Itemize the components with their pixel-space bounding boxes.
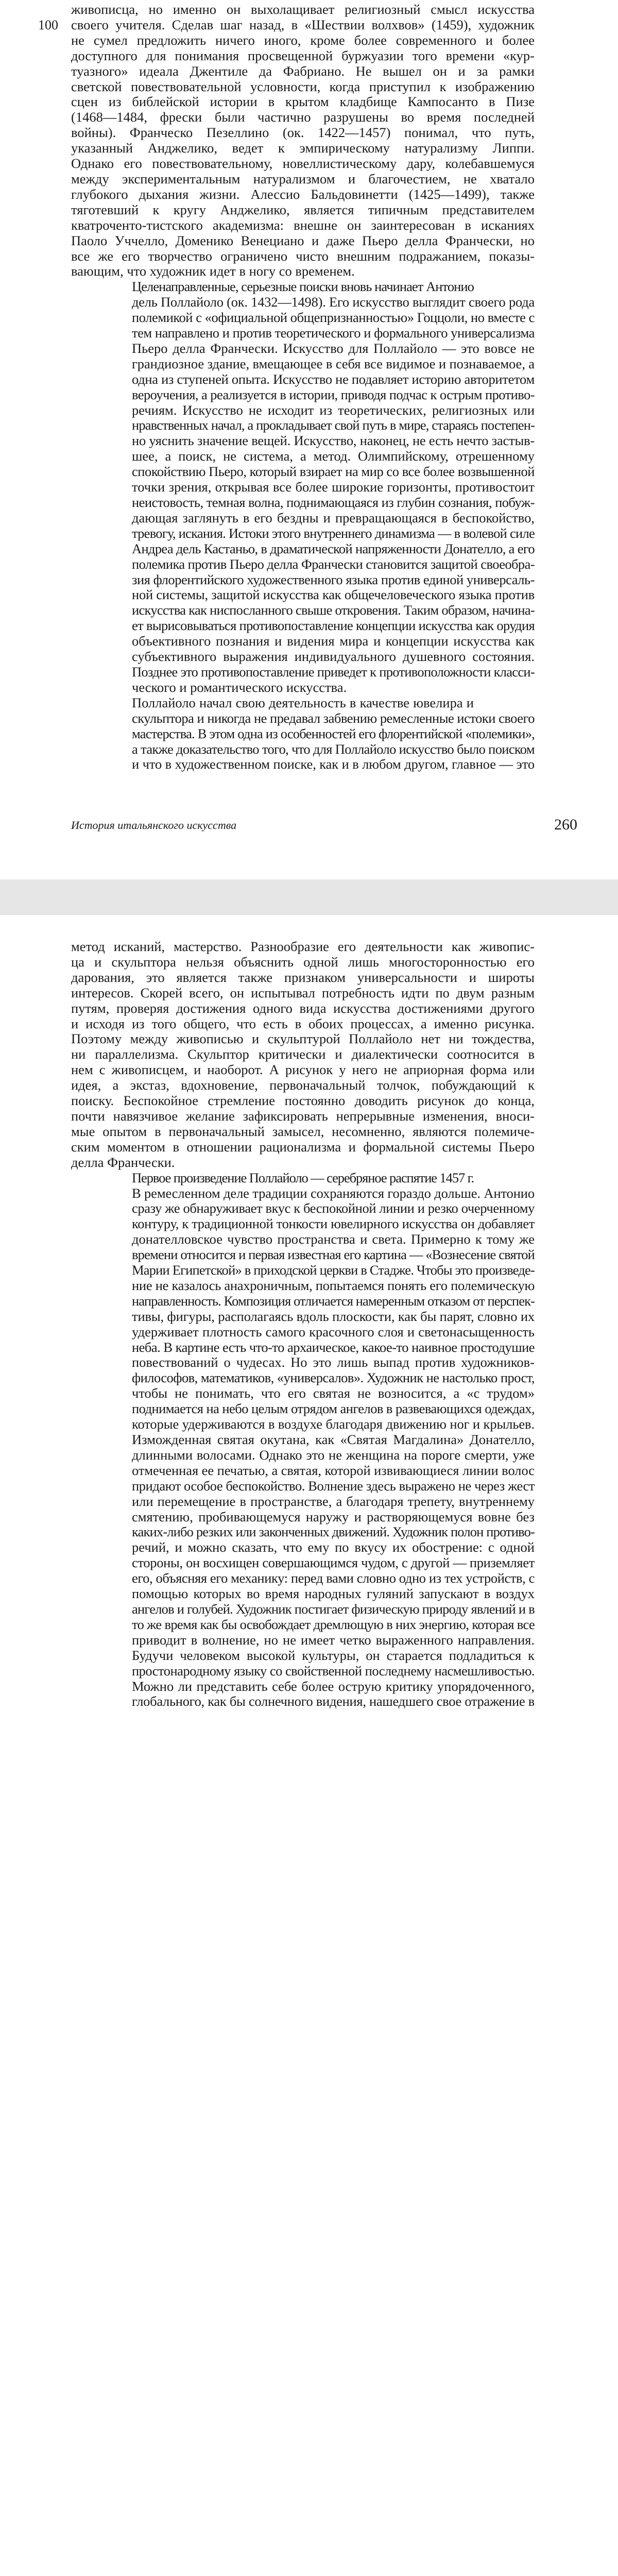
text-line: каких-либо резких или законченных движений. Художник полон противо- [132, 1524, 535, 1540]
text-line: полемикой с «официальной общепризнанностью» Гоццоли, но вместе с [132, 310, 535, 326]
text-line: спокойствию Пьеро, который взирает на мир со все более возвышенной [132, 464, 535, 480]
text-line: зия флорентийского художественного языка против единой универсаль- [132, 571, 535, 587]
text-line: или перемещение в пространстве, а благодаря трепету, внутреннему [132, 1493, 535, 1509]
text-line: Целенаправленные, серьезные поиски вновь начинает Антонио [132, 279, 474, 295]
text-line: речий, и можно сказать, что ему по вкусу их обострение: с одной [132, 1539, 535, 1555]
text-line: но уяснить значение вещей. Искусство, наконец, не есть нечто застыв- [132, 433, 535, 449]
text-line: то же время как бы освобождает дремлющую в них энергию, которая все [132, 1616, 535, 1632]
text-line: глубокого дыхания жизни. Алессио Бальдовинетти (1425—1499), также [71, 186, 535, 202]
text-line: указанный Анджелико, ведет к эмпирическому натурализму Липпи. [71, 140, 535, 156]
text-line: ет вырисовываться противопоставление концепции искусства как орудия [132, 618, 535, 634]
text-line: точки зрения, открывая все более широкие горизонты, противостоит [132, 479, 535, 495]
text-line: неба. В картине есть что-то архаическое, какое-то наивное простодушие [132, 1339, 535, 1355]
text-line: Марии Египетской» в приходской церкви в Стадже. Чтобы это произведе- [132, 1262, 535, 1278]
text-line: неистовость, темная волна, поднимающаяся из глубин сознания, побуж- [132, 495, 535, 510]
text-line: войны). Франческо Пезеллино (ок. 1422—1457) понимал, что путь, [71, 125, 535, 141]
text-line: своего учителя. Сделав шаг назад, в «Шествии волхвов» (1459), художник [71, 16, 535, 32]
text-line: донателловское чувство пространства и света. Примерно к тому же [132, 1231, 535, 1247]
text-line: удерживает плотность самого красочного слоя и светонасыщенность [132, 1324, 535, 1340]
text-line: светской повествовательной условности, когда приступил к изображению [71, 78, 535, 94]
text-line: не сумел предложить ничего иного, кроме более современного и более [71, 32, 535, 48]
text-line: сразу же обнаруживает вкус к беспокойной линии и резко очерченному [132, 1200, 535, 1216]
text-line: Первое произведение Поллайоло — серебряное распятие 1457 г. [132, 1170, 474, 1185]
text-line: Будучи человеком высокой культуры, он старается подладиться к [132, 1647, 535, 1663]
text-line: чтобы не понимать, что его святая не возносится, а «с трудом» [132, 1385, 535, 1401]
text-line: искусства как ниспосланного свыше откровения. Таким образом, начина- [132, 602, 535, 618]
text-line: ангелов и голубей. Художник постигает физическую природу явлений и в [132, 1601, 535, 1617]
text-line: все же его творчество ограничено чисто внешним подражанием, показы- [71, 248, 535, 264]
text-line: направленность. Композиция отличается намеренным отказом от перспек- [132, 1293, 535, 1309]
paragraph [71, 1171, 535, 1710]
text-line: поднимается на небо целым отрядом ангелов в развевающихся одеждах, [132, 1401, 535, 1417]
text-line: ческого и романтического искусства. [132, 679, 347, 695]
text-line: длинными волосами. Однако это не женщина на пороге смерти, уже [132, 1447, 535, 1463]
text-line: смятению, пробивающемуся наружу и растворяющемуся вовне без [132, 1509, 535, 1524]
text-line: нравственных начал, а прокладывает свой путь в мире, стараясь постепен- [132, 417, 535, 433]
text-line: Можно ли представить себе более острую критику упорядоченного, [132, 1678, 535, 1694]
text-line: полемика против Пьеро делла Франчески становится защитой своеобра- [132, 556, 535, 572]
text-line: и исходя из того общего, что есть в обоих процессах, а именно рисунка. [71, 1015, 535, 1031]
text-line: времени относится и первая известная его картина — «Вознесение святой [132, 1247, 535, 1263]
text-line: ной системы, защитой искусства как общечеловеческого языка против [132, 587, 535, 603]
page-260-body-text [71, 2, 535, 772]
text-line: кватроченто-тистского академизма: внешне он заинтересован в исканиях [71, 217, 535, 233]
text-line: Позднее это противопоставление приведет к противоположности класси- [132, 664, 535, 680]
paragraph [71, 696, 535, 773]
text-line: тревогу, искания. Истоки этого внутреннего динамизма — в волевой силе [132, 525, 535, 541]
text-line: Паоло Уччелло, Доменико Венециано и даже Пьеро делла Франчески, но [71, 232, 535, 248]
page-number: 260 [554, 816, 577, 833]
text-line: вающим, что художник идет в ногу со временем. [71, 263, 355, 279]
text-line: скульптора и никогда не предавал забвению ремесленные истоки своего [132, 710, 535, 726]
text-line: В ремесленном деле традиции сохраняются гораздо дольше. Антонио [132, 1185, 535, 1201]
text-line: стороны, он восхищен совершающимся чудом, с другой — приземляет [132, 1555, 535, 1571]
text-line: Изможденная святая окутана, как «Святая Магдалина» Донателло, [132, 1432, 535, 1447]
text-line: между экспериментальным натурализмом и благочестием, не хватало [71, 171, 535, 187]
text-line: дающая заглянуть в его бездны и превращающаяся в беспокойство, [132, 510, 535, 526]
text-line: идея, а экстаз, вдохновение, первоначальный толчок, побуждающий к [71, 1077, 535, 1093]
text-line: дарования, это является также признаком универсальности и широты [71, 969, 535, 985]
text-line: мастерства. В этом одна из особенностей его флорентийской «полемики», [132, 725, 535, 741]
text-line: приводит в волнение, но не имеет четко выраженного направления. [132, 1632, 535, 1648]
text-line: интересов. Скорей всего, он испытывал потребность идти по двум разным [71, 985, 535, 1001]
text-line: сцен из библейской истории в крытом кладбище Кампосанто в Пизе [71, 94, 535, 110]
text-line: а также доказательство того, что для Поллайоло искусство было поиском [132, 741, 535, 757]
paragraph [71, 2, 535, 279]
text-line: почти навязчивое желание зафиксировать непрерывные изменения, вноси- [71, 1108, 535, 1124]
text-line: Поллайоло начал свою деятельность в качестве ювелира и [132, 694, 474, 710]
text-line: и что в художественном поиске, как и в любом другом, главное — это [132, 756, 535, 772]
running-footer: История итальянского искусства [71, 819, 237, 832]
text-line: нем с живописцем, и наоборот. А рисунок у него не априорная форма или [71, 1062, 535, 1078]
text-line: простонародному языку со свойственной последнему насмешливостью. [132, 1663, 535, 1679]
text-line: тем направлено и против теоретического и формального универсализма [132, 325, 535, 341]
paragraph [71, 279, 535, 695]
text-line: субъективного выражения индивидуального душевного состояния. [132, 649, 535, 665]
page-261 [0, 915, 618, 1787]
page-260 [0, 0, 618, 879]
text-line: философов, математиков, «универсалов». Художник не настолько прост, [132, 1370, 535, 1386]
text-line: делла Франчески. [71, 1154, 175, 1170]
text-line: дель Поллайоло (ок. 1432—1498). Его искусство выглядит своего рода [132, 294, 535, 310]
text-line: мые опытом в первоначальный замысел, несомненно, являются полемиче- [71, 1123, 535, 1139]
text-line: вероучения, а реализуется в истории, приводя подчас к острым противо- [132, 386, 535, 402]
text-line: которые удерживаются в воздухе благодаря движению ног и крыльев. [132, 1416, 535, 1432]
text-line: поиску. Беспокойное стремление постоянно доводить рисунок до конца, [71, 1093, 535, 1109]
text-line: туазного» идеала Джентиле да Фабриано. Не вышел он и за рамки [71, 63, 535, 79]
text-line: (1468—1484, фрески были частично разрушены во время последней [71, 109, 535, 125]
text-line: метод исканий, мастерство. Разнообразие его деятельности как живопис- [71, 939, 535, 954]
text-line: тивы, фигуры, располагаясь вдоль плоскости, как бы парят, словно их [132, 1308, 535, 1324]
text-line: Пьеро делла Франчески. Искусство для Поллайоло — это вовсе не [132, 340, 535, 356]
page-separator [0, 879, 618, 915]
text-line: глобального, как бы солнечного видения, нашедшего свое отражение в [132, 1693, 535, 1709]
text-line: тяготевший к кругу Анджелико, является типичным представителем [71, 201, 535, 217]
text-line: Поэтому между живописью и скульптурой Поллайоло нет ни тождества, [71, 1031, 535, 1047]
text-line: доступного для понимания просвещенной буржуазии того времени «кур- [71, 47, 535, 63]
text-line: одна из ступеней опыта. Искусство не подавляет историю авторитетом [132, 371, 535, 387]
paragraph [71, 939, 535, 1171]
text-line: придают особое беспокойство. Волнение здесь выражено не через жест [132, 1478, 535, 1494]
text-line: живописца, но именно он выхолащивает религиозный смысл искусства [71, 2, 535, 17]
page-261-body-text [71, 939, 535, 1709]
text-line: шее, а поиск, не система, а метод. Олимпийскому, отрешенному [132, 448, 535, 464]
text-line: ца и скульптора нельзя объяснить одной лишь многосторонностью его [71, 954, 535, 970]
text-line: повествований о чудесах. Но это лишь выпад против художников- [132, 1354, 535, 1370]
text-line: ни параллелизма. Скульптор критически и диалектически соотносится в [71, 1046, 535, 1062]
text-line: речиям. Искусство не исходит из теоретических, религиозных или [132, 402, 535, 418]
text-line: ским моментом в отношении рационализма и формальной системы Пьеро [71, 1139, 535, 1155]
text-line: контуру, к традиционной тонкости ювелирного искусства он добавляет [132, 1216, 535, 1232]
text-line: его, объясняя его механику: перед вами словно одно из тех устройств, с [132, 1570, 535, 1586]
text-line: ние не казалось анахроничным, попытаемся понять его полемическую [132, 1277, 535, 1293]
text-line: Андреа дель Кастаньо, в драматической напряженности Донателло, а его [132, 540, 535, 556]
text-line: грандиозное здание, вмещающее в себя все видимое и познаваемое, а [132, 355, 535, 371]
text-line: объективного познания и видения мира и концепции искусства как [132, 633, 535, 649]
text-line: помощью которых во время народных гуляний запускают в воздух [132, 1586, 535, 1602]
text-line: отмеченная ее печатью, а святая, которой извивающиеся линии волос [132, 1462, 535, 1478]
text-line: Однако его повествовательному, новеллистическому дару, колебавшемуся [71, 156, 535, 172]
text-line: путям, проверяя достижения одного вида искусства достижениями другого [71, 1000, 535, 1016]
margin-line-number: 100 [38, 18, 58, 32]
